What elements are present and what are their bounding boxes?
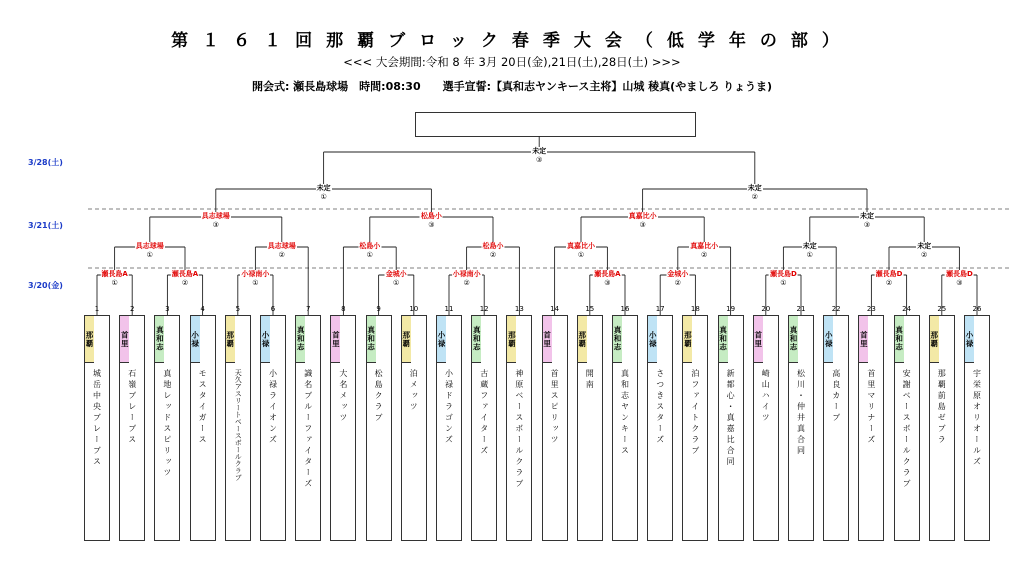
- team-number: 3: [165, 305, 170, 313]
- team-entry: [84, 315, 110, 541]
- match-number: ①: [358, 251, 381, 260]
- team-area: 真和志: [789, 316, 798, 363]
- team-name: 高良カーブ: [831, 369, 841, 424]
- team-area: 首里: [543, 316, 552, 363]
- team-entry: [436, 315, 462, 541]
- match-venue: 瀬長島A: [101, 270, 128, 278]
- team-number: 11: [444, 305, 454, 313]
- match-venue: 金城小: [667, 270, 689, 278]
- team-name: 城岳中央ブレーブス: [92, 369, 102, 468]
- team-area: 真和志: [895, 316, 904, 363]
- team-area: 小禄: [824, 316, 833, 363]
- team-area: 首里: [754, 316, 763, 363]
- match-number: ③: [628, 221, 658, 230]
- team-number: 24: [902, 305, 912, 313]
- team-number: 2: [129, 305, 135, 313]
- match-node: [689, 242, 719, 260]
- opening-ceremony-info: 開会式: 瀬長島球場 時間:08:30 選手宣誓:【真和志ヤンキース主将】山城 稜真(やましろ りょうま): [251, 80, 773, 93]
- team-name: 真和志ヤンキース: [620, 369, 630, 457]
- match-node: [171, 270, 199, 288]
- match-number: ②: [916, 251, 932, 260]
- team-name: 崎山ハイツ: [761, 369, 771, 424]
- match-venue: 松島小: [359, 242, 381, 250]
- match-number: ③: [859, 221, 875, 230]
- team-name: 宇栄原オリオールズ: [972, 369, 982, 468]
- team-area: 那覇: [930, 316, 939, 363]
- match-venue: 瀬長島D: [875, 270, 903, 278]
- date-label-final: 3/28(土): [28, 158, 63, 167]
- match-number: ①: [769, 279, 798, 288]
- team-name: 首里スピリッツ: [550, 369, 560, 446]
- team-area: 那覇: [85, 316, 94, 363]
- team-number: 13: [514, 305, 524, 313]
- team-entry: [753, 315, 779, 541]
- match-node: [593, 270, 621, 288]
- team-entry: [612, 315, 638, 541]
- team-name: 真地レッドスピリッツ: [162, 369, 172, 479]
- match-number: ②: [482, 251, 505, 260]
- match-number: ③: [420, 221, 443, 230]
- team-entry: [894, 315, 920, 541]
- match-node: [666, 270, 689, 288]
- team-number: 12: [479, 305, 489, 313]
- team-entry: [964, 315, 990, 541]
- match-venue: 未定: [747, 184, 762, 192]
- team-name: 開南: [585, 369, 595, 391]
- date-label-round2: 3/21(土): [28, 221, 63, 230]
- team-entry: [154, 315, 180, 541]
- match-node: [316, 184, 332, 202]
- team-area: 真和志: [155, 316, 164, 363]
- match-number: ①: [802, 251, 818, 260]
- match-number: ①: [240, 279, 270, 288]
- match-node: [385, 270, 408, 288]
- team-entry: [471, 315, 497, 541]
- team-number: 9: [376, 305, 381, 313]
- team-entry: [577, 315, 603, 541]
- match-node: [747, 184, 763, 202]
- team-number: 7: [305, 305, 311, 313]
- team-entry: [647, 315, 673, 541]
- match-number: ①: [135, 251, 165, 260]
- match-node: [566, 242, 596, 260]
- team-entry: [506, 315, 532, 541]
- team-area: 小禄: [191, 316, 200, 363]
- match-number: ②: [689, 251, 719, 260]
- team-number: 18: [690, 305, 700, 313]
- team-number: 16: [620, 305, 630, 313]
- team-number: 1: [94, 305, 100, 313]
- team-area: 真和志: [296, 316, 305, 363]
- team-name: モスタイガース: [198, 369, 208, 446]
- match-venue: 具志球場: [135, 242, 164, 250]
- team-number: 25: [937, 305, 947, 313]
- team-area: 真和志: [367, 316, 376, 363]
- match-number: ③: [201, 221, 231, 230]
- team-name: 天久アスリートベースボールクラブ: [234, 369, 243, 481]
- team-number: 21: [796, 305, 806, 313]
- page-title: 第１６１回那覇ブロック春季大会（低学年の部）: [171, 31, 853, 51]
- team-number: 23: [866, 305, 876, 313]
- team-number: 19: [726, 305, 736, 313]
- team-entry: [823, 315, 849, 541]
- team-number: 22: [831, 305, 841, 313]
- team-entry: [858, 315, 884, 541]
- team-area: 首里: [120, 316, 129, 363]
- team-name: 那覇前島ゼブラ: [937, 369, 947, 446]
- match-node: [420, 212, 443, 230]
- team-entry: [366, 315, 392, 541]
- team-number: 6: [270, 305, 276, 313]
- team-number: 8: [341, 305, 346, 313]
- team-number: 15: [585, 305, 595, 313]
- match-number: ②: [666, 279, 689, 288]
- match-venue: 未定: [860, 212, 874, 220]
- team-name: 新都心・真嘉比合同: [726, 369, 736, 468]
- match-number: ②: [747, 193, 763, 202]
- date-label-round1: 3/20(金): [28, 281, 63, 290]
- team-entry: [119, 315, 145, 541]
- match-node: [859, 212, 875, 230]
- match-node: [240, 270, 270, 288]
- team-entry: [788, 315, 814, 541]
- team-name: 古蔵ファイターズ: [479, 369, 489, 457]
- match-node: [452, 270, 482, 288]
- match-venue: 小禄南小: [452, 270, 481, 278]
- team-entry: [401, 315, 427, 541]
- team-name: 大名メッツ: [338, 369, 348, 424]
- match-venue: 金城小: [385, 270, 407, 278]
- team-name: 小禄ライオンズ: [268, 369, 278, 446]
- tournament-period: <<< 大会期間:令和 8 年 3月 20日(金),21日(土),28日(土) >>>: [343, 55, 681, 69]
- team-number: 20: [761, 305, 771, 313]
- match-venue: 瀬長島D: [769, 270, 797, 278]
- match-node: [916, 242, 932, 260]
- match-venue: 松島小: [420, 212, 442, 220]
- match-node: [358, 242, 381, 260]
- team-name: 神原ベースボールクラブ: [514, 369, 524, 490]
- match-number: ①: [566, 251, 596, 260]
- match-node: [769, 270, 798, 288]
- team-area: 真和志: [472, 316, 481, 363]
- team-area: 那覇: [226, 316, 235, 363]
- match-number: ②: [267, 251, 297, 260]
- team-area: 小禄: [648, 316, 657, 363]
- team-name: 泊ファイトクラブ: [690, 369, 700, 457]
- match-number: ①: [100, 279, 128, 288]
- match-venue: 真嘉比小: [628, 212, 657, 220]
- team-number: 14: [550, 305, 560, 313]
- match-number: ③: [593, 279, 621, 288]
- match-number: ②: [875, 279, 904, 288]
- team-area: 小禄: [965, 316, 974, 363]
- match-node: [531, 147, 547, 165]
- team-name: 松島クラブ: [374, 369, 384, 424]
- team-name: 安謝ベースボールクラブ: [902, 369, 912, 490]
- team-name: さつきスターズ: [655, 369, 665, 446]
- team-area: 真和志: [613, 316, 622, 363]
- match-node: [482, 242, 505, 260]
- team-entry: [190, 315, 216, 541]
- team-entry: [929, 315, 955, 541]
- match-venue: 瀬長島A: [594, 270, 621, 278]
- match-number: ②: [171, 279, 199, 288]
- team-entry: [682, 315, 708, 541]
- match-node: [201, 212, 231, 230]
- match-node: [945, 270, 974, 288]
- team-entry: [542, 315, 568, 541]
- match-node: [267, 242, 297, 260]
- match-venue: 未定: [532, 147, 547, 155]
- match-node: [802, 242, 818, 260]
- team-area: 小禄: [261, 316, 270, 363]
- match-number: ②: [452, 279, 482, 288]
- team-name: 石嶺ブレーブス: [127, 369, 137, 446]
- team-number: 10: [409, 305, 419, 313]
- team-area: 那覇: [507, 316, 516, 363]
- team-area: 真和志: [719, 316, 728, 363]
- match-venue: 松島小: [482, 242, 504, 250]
- match-node: [135, 242, 165, 260]
- team-area: 首里: [331, 316, 340, 363]
- match-node: [875, 270, 904, 288]
- match-number: ③: [531, 156, 547, 165]
- match-venue: 具志球場: [267, 242, 296, 250]
- match-venue: 瀬長島A: [171, 270, 199, 278]
- match-node: [100, 270, 128, 288]
- team-entry: [330, 315, 356, 541]
- team-area: 那覇: [402, 316, 411, 363]
- team-entry: [225, 315, 251, 541]
- match-venue: 未定: [802, 242, 817, 250]
- match-venue: 具志球場: [201, 212, 230, 220]
- match-venue: 瀬長島D: [945, 270, 973, 278]
- match-venue: 未定: [917, 242, 932, 250]
- match-venue: 真嘉比小: [567, 242, 595, 250]
- match-venue: 真嘉比小: [690, 242, 719, 250]
- team-entry: [260, 315, 286, 541]
- match-number: ①: [385, 279, 408, 288]
- team-entry: [718, 315, 744, 541]
- team-entry: [295, 315, 321, 541]
- team-name: 松川・仲井真合同: [796, 369, 806, 457]
- team-name: 泊メッツ: [409, 369, 419, 413]
- team-number: 17: [655, 305, 665, 313]
- team-name: 首里マリナーズ: [866, 369, 876, 446]
- match-number: ①: [316, 193, 332, 202]
- match-venue: 未定: [316, 184, 331, 192]
- team-area: 首里: [859, 316, 868, 363]
- team-area: 那覇: [578, 316, 587, 363]
- team-number: 5: [235, 305, 241, 313]
- team-number: 26: [972, 305, 982, 313]
- team-number: 4: [200, 305, 205, 313]
- match-venue: 小禄南小: [241, 270, 270, 278]
- team-area: 小禄: [437, 316, 446, 363]
- match-node: [628, 212, 658, 230]
- team-name: 小禄ドラゴンズ: [444, 369, 454, 446]
- match-number: ③: [945, 279, 974, 288]
- team-area: 那覇: [683, 316, 692, 363]
- team-name: 識名ブルーファイターズ: [303, 369, 313, 490]
